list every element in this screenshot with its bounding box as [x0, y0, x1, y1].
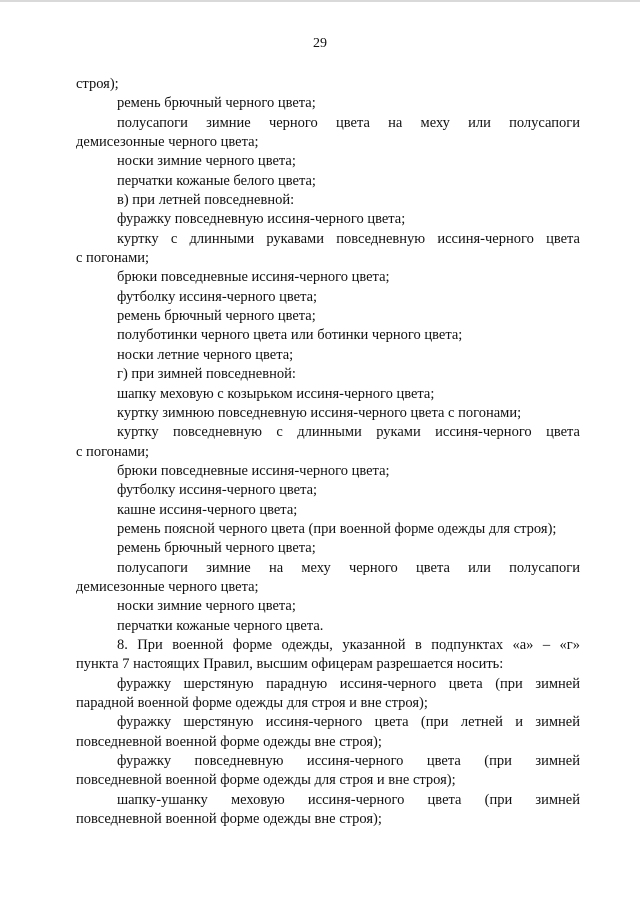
text-line: фуражку повседневную иссиня-черного цвета;: [117, 211, 406, 228]
text-line: повседневной военной форме одежды вне строя);: [76, 733, 382, 750]
text-line: в) при летней повседневной:: [117, 192, 295, 209]
text-line: повседневной военной форме одежды для строя и вне строя);: [76, 772, 456, 789]
text-line: перчатки кожаные черного цвета.: [117, 617, 324, 634]
text-line: носки зимние черного цвета;: [117, 153, 296, 170]
text-line: шапку-ушанку меховую иссиня-черного цвета (при зимней: [117, 791, 580, 808]
text-line: ремень брючный черного цвета;: [117, 540, 316, 557]
text-line: пункта 7 настоящих Правил, высшим офицерам разрешается носить:: [76, 656, 504, 673]
text-line: носки летние черного цвета;: [117, 346, 294, 363]
text-line: повседневной военной форме одежды вне строя);: [76, 811, 382, 828]
text-line: полусапоги зимние на меху черного цвета или полусапоги: [117, 559, 580, 576]
text-line: фуражку повседневную иссиня-черного цвета (при зимней: [117, 753, 580, 770]
text-line: парадной военной форме одежды для строя и вне строя);: [76, 695, 428, 711]
page-number: 29: [313, 36, 327, 51]
text-line: брюки повседневные иссиня-черного цвета;: [117, 462, 390, 479]
text-line: перчатки кожаные белого цвета;: [117, 172, 316, 189]
text-line: ремень поясной черного цвета (при военной форме одежды для строя);: [117, 520, 557, 537]
text-line: куртку повседневную с длинными руками иссиня-черного цвета: [117, 424, 580, 441]
document-body: [76, 75, 580, 829]
text-line: фуражку шерстяную иссиня-черного цвета (при летней и зимней: [117, 714, 580, 731]
text-line: с погонами;: [76, 250, 150, 267]
text-line: шапку меховую с козырьком иссиня-черного цвета;: [117, 385, 435, 402]
text-line: куртку зимнюю повседневную иссиня-черного цвета с погонами;: [117, 404, 522, 421]
text-line: полусапоги зимние черного цвета на меху или полусапоги: [117, 114, 580, 131]
text-line: г) при зимней повседневной:: [117, 366, 296, 383]
text-line: футболку иссиня-черного цвета;: [117, 288, 318, 305]
scan-top-edge: [0, 0, 640, 2]
text-line: кашне иссиня-черного цвета;: [117, 501, 298, 518]
text-line: полуботинки черного цвета или ботинки черного цвета;: [117, 327, 463, 344]
text-line: ремень брючный черного цвета;: [117, 95, 316, 112]
text-line: 8. При военной форме одежды, указанной в подпунктах «а» – «г»: [117, 636, 580, 653]
text-line: брюки повседневные иссиня-черного цвета;: [117, 269, 390, 286]
text-line: футболку иссиня-черного цвета;: [117, 482, 318, 499]
text-line: ремень брючный черного цвета;: [117, 308, 316, 325]
text-line: демисезонные черного цвета;: [76, 578, 259, 595]
text-line: носки зимние черного цвета;: [117, 598, 296, 615]
text-line: демисезонные черного цвета;: [76, 134, 259, 151]
text-line: с погонами;: [76, 443, 150, 460]
text-line: строя);: [76, 76, 119, 92]
text-line: куртку с длинными рукавами повседневную иссиня-черного цвета: [117, 230, 580, 247]
text-line: фуражку шерстяную парадную иссиня-черного цвета (при зимней: [117, 675, 580, 692]
